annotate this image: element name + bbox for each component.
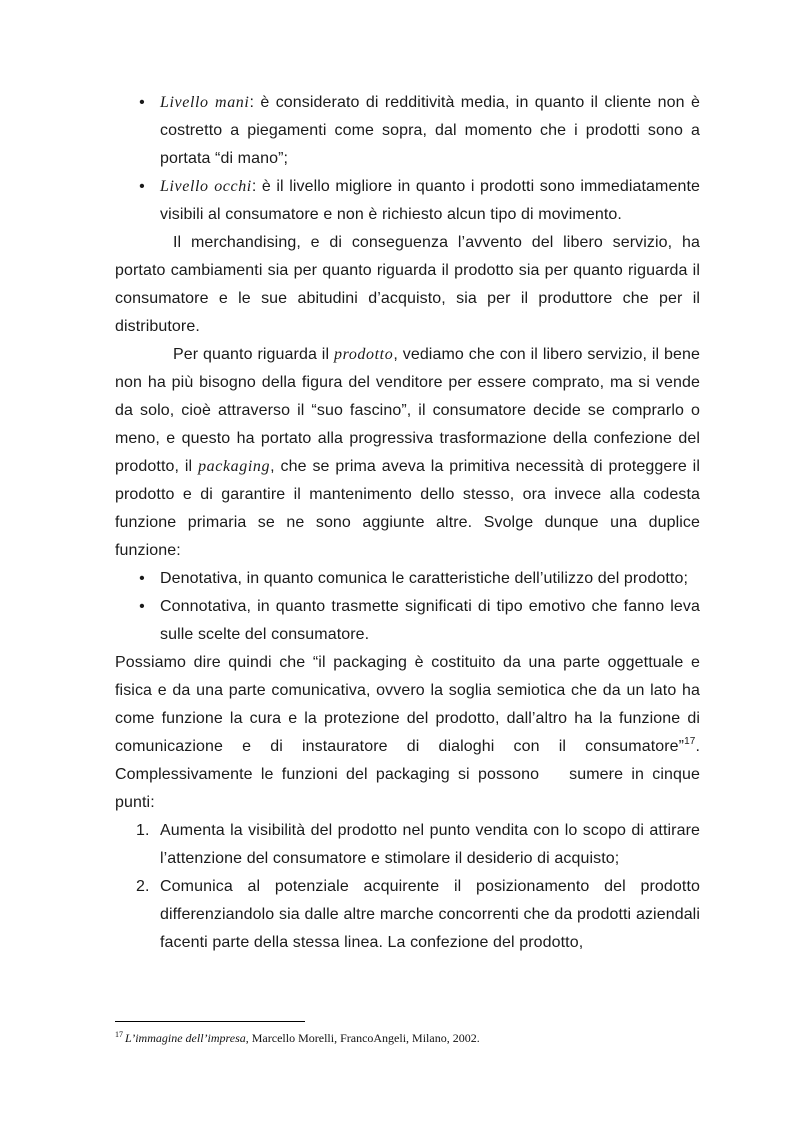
packaging-functions-list [115, 565, 700, 649]
list-item-text: : è il livello migliore in quanto i prodotti sono immediatamente visibili al consumatore e non è richiesto alcun tipo di movimento. [160, 178, 700, 223]
list-number: 2. [136, 878, 150, 895]
footnote-title: L’immagine dell’impresa [125, 1031, 246, 1045]
footnote [115, 1031, 715, 1046]
list-item-term: Livello mani [160, 94, 250, 111]
footnote-citation: , Marcello Morelli, FrancoAngeli, Milano, 2002. [245, 1031, 480, 1045]
five-points-list [115, 817, 700, 957]
term-prodotto: prodotto [333, 346, 394, 363]
list-item-text: : è considerato di redditività media, in quanto il cliente non è costretto a piegamenti come sopra, dal momento che i prodotti sono a portata “di mano”; [160, 94, 700, 167]
paragraph-quote: Possiamo dire quindi che “il packaging è costituito da una parte oggettuale e fisica e da una parte comunicativa, ovvero la soglia semiotica che da un lato ha come funzione la cura e la protezione del prodotto, dall’altro ha la funzione di comunicazione e di instauratore di dialoghi con il consumatore”$^{17}$. Complessivamente le funzioni del packaging si possono sumere in cinque punti: [115, 654, 700, 811]
list-item-text: Aumenta la visibilità del prodotto nel punto vendita con lo scopo di attirare l’attenzione del consumatore e stimolare il desiderio di acquisto; [160, 822, 700, 867]
list-item-term: Livello occhi [160, 178, 252, 195]
bullet-icon: • [139, 598, 145, 615]
list-item [115, 817, 700, 873]
term-packaging: packaging [198, 458, 271, 475]
list-item-text: Denotativa, in quanto comunica le caratteristiche dell’utilizzo del prodotto; [160, 570, 688, 587]
body-text [115, 89, 700, 957]
footnote-number: 17 [115, 1030, 123, 1039]
footnote-divider [115, 1021, 305, 1022]
list-item [115, 89, 700, 173]
list-item [115, 173, 700, 229]
bullet-icon: • [139, 178, 145, 195]
list-item [115, 593, 700, 649]
list-item-text: Comunica al potenziale acquirente il posizionamento del prodotto differenziandolo sia dalle altre marche concorrenti che da prodotti aziendali facenti parte della stessa linea. La confezione del prodotto, [160, 878, 700, 951]
bullet-icon: • [139, 94, 145, 111]
paragraph-prodotto: Per quanto riguarda il prodotto, vediamo che con il libero servizio, il bene non ha più bisogno della figura del venditore per essere comprato, ma si vende da solo, cioè attraverso il “suo fascino”, il consumatore decide se comprarlo o meno, e questo ha portato alla progressiva trasformazione della confezione del prodotto, il packaging, che se prima aveva la primitiva necessità di proteggere il prodotto e di garantire il mantenimento dello stesso, ora invece alla codesta funzione primaria se ne sono aggiunte altre. Svolge dunque una duplice funzione: [115, 346, 701, 559]
footnote-reference[interactable]: 17 [684, 736, 696, 747]
list-item [115, 873, 700, 957]
list-number: 1. [136, 822, 150, 839]
bullet-icon: • [139, 570, 145, 587]
list-item [115, 565, 700, 593]
shelf-levels-list [115, 89, 700, 229]
paragraph-merchandising: Il merchandising, e di conseguenza l’avvento del libero servizio, ha portato cambiamenti sia per quanto riguarda il prodotto sia per quanto riguarda il consumatore e le sue abitudini d’acquisto, sia per il produttore che per il distributore. [115, 234, 700, 335]
list-item-text: Connotativa, in quanto trasmette significati di tipo emotivo che fanno leva sulle scelte del consumatore. [160, 598, 700, 643]
